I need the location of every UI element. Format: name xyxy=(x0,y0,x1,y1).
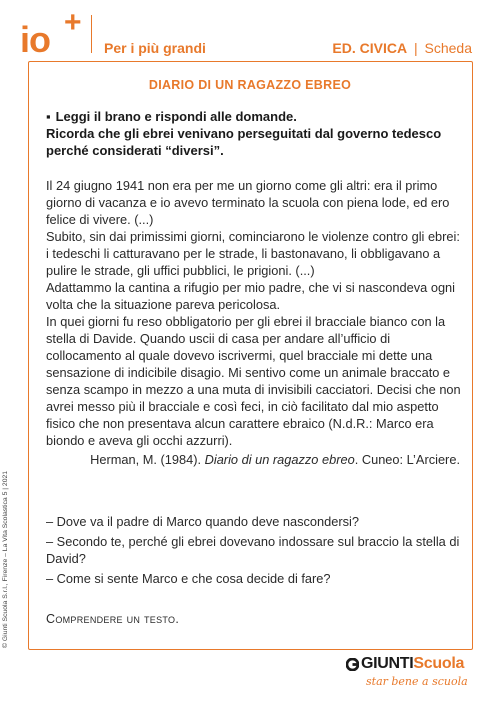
brand-accent: Scuola xyxy=(413,655,465,672)
copyright-note: © Giunti Scuola S.r.l., Firenze – La Vita Scolastica 5 | 2021 xyxy=(2,470,9,648)
logo-text: io xyxy=(20,19,50,60)
instructions xyxy=(46,108,461,159)
skill-label: Comprendere un testo. xyxy=(46,612,180,626)
logo-plus: + xyxy=(64,6,82,39)
giunti-scuola-logo xyxy=(338,654,478,694)
series-label: Per i più grandi xyxy=(104,40,206,56)
subject-separator: | xyxy=(413,40,418,56)
questions-list xyxy=(46,513,461,590)
bullet-icon: ▪ xyxy=(46,109,51,124)
passage-paragraph: Il 24 giugno 1941 non era per me un giorno come gli altri: era il primo giorno di vacanza e io avevo terminato la scuola con piena lode, ed ero felice di vivere. (...) xyxy=(46,178,450,227)
passage-paragraph: Subito, sin dai primissimi giorni, cominciarono le violenze contro gli ebrei: i tedeschi li catturavano per le strade, li bastonavano, li obbligavano a pulire le strade, gli uffici pubblici, le prigioni. (...) xyxy=(46,229,460,278)
brand-main: GIUNTI xyxy=(361,655,414,672)
instruction-text-1: Leggi il brano e rispondi alle domande. xyxy=(55,109,297,124)
passage-paragraph: In quei giorni fu reso obbligatorio per gli ebrei il bracciale bianco con la stella di Davide. Quando uscii di casa per andare all’ufficio di collocamento al quale dovevo iscrivermi, quel bracciale mi dette una sensazione di indicibile disagio. Mi sentivo come un animale braccato e senza scampo in mezzo a una muta di invisibili cacciatori. Decisi che non avrei messo più il bracciale e così feci, in ciò facilitato dal mio aspetto fisico che non presentava alcun carattere ebraico (N.d.R.: Marco era biondo e aveva gli occhi azzurri). xyxy=(46,314,461,448)
section-name: Scheda xyxy=(424,40,472,56)
passage-paragraph: Adattammo la cantina a rifugio per mio padre, che vi si nascondeva ogni volta che la situazione pareva pericolosa. xyxy=(46,280,456,312)
citation-work: Diario di un ragazzo ebreo xyxy=(204,452,355,467)
subject-name: ED. CIVICA xyxy=(332,40,408,56)
citation-author: Herman, M. (1984). xyxy=(90,452,205,467)
citation-publisher: . Cuneo: L’Arciere. xyxy=(354,452,460,467)
reading-passage xyxy=(46,177,461,449)
question-item: – Come si sente Marco e che cosa decide di fare? xyxy=(46,571,331,586)
giunti-mark-icon xyxy=(346,658,359,671)
question-item: – Secondo te, perché gli ebrei dovevano indossare sul braccio la stella di David? xyxy=(46,534,460,566)
instruction-line-2: Ricorda che gli ebrei venivano perseguitati dal governo tedesco perché considerati “diversi”. xyxy=(46,126,442,158)
brand-tagline: star bene a scuola xyxy=(366,675,468,688)
citation xyxy=(90,452,460,467)
page-title: DIARIO DI UN RAGAZZO EBREO xyxy=(148,78,352,92)
subject-label xyxy=(332,40,472,56)
header-divider xyxy=(91,15,92,53)
instruction-line-1 xyxy=(46,108,461,125)
brand-name xyxy=(361,655,464,673)
question-item: – Dove va il padre di Marco quando deve nascondersi? xyxy=(46,514,360,529)
